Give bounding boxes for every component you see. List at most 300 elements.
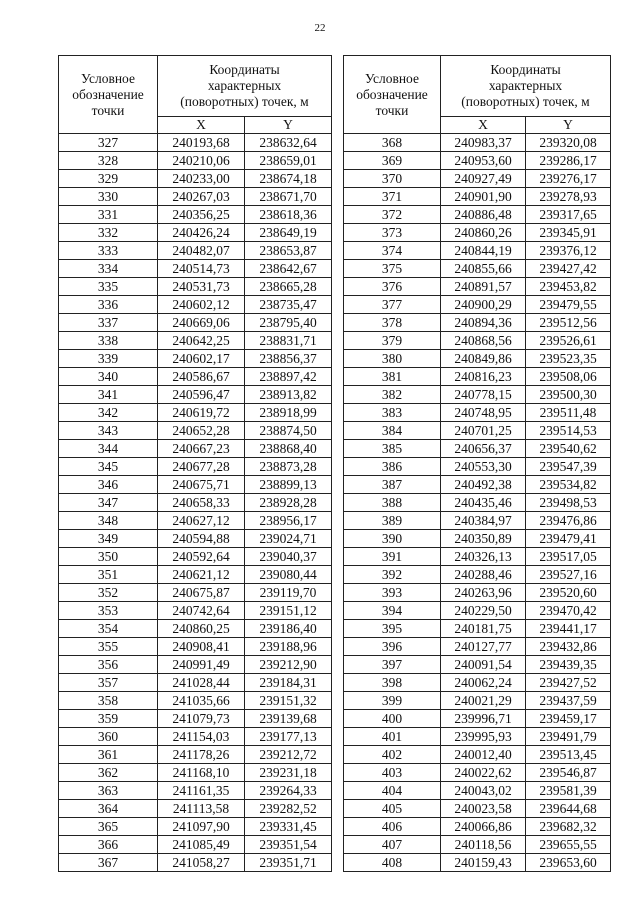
table-row [59, 692, 332, 710]
table-row [59, 314, 332, 332]
point-label-line: обозначение [72, 86, 144, 102]
x-coordinate-cell: 240844,19 [441, 242, 526, 260]
y-coordinate-cell: 239040,37 [245, 548, 332, 566]
y-coordinate-cell: 238897,42 [245, 368, 332, 386]
y-coordinate-cell: 239527,16 [526, 566, 611, 584]
point-id-cell: 348 [59, 512, 158, 530]
y-coordinate-cell: 239540,62 [526, 440, 611, 458]
table-row [59, 476, 332, 494]
x-coordinate-cell: 241097,90 [158, 818, 245, 836]
point-id-cell: 330 [59, 188, 158, 206]
y-coordinate-cell: 239080,44 [245, 566, 332, 584]
y-coordinate-cell: 238618,36 [245, 206, 332, 224]
table-row [344, 854, 611, 872]
point-id-cell: 332 [59, 224, 158, 242]
y-coordinate-cell: 239317,65 [526, 206, 611, 224]
y-coordinate-cell: 239479,55 [526, 296, 611, 314]
table-row [59, 782, 332, 800]
point-id-cell: 399 [344, 692, 441, 710]
y-coordinate-cell: 238873,28 [245, 458, 332, 476]
table-row [344, 404, 611, 422]
x-coordinate-cell: 241178,26 [158, 746, 245, 764]
point-id-cell: 369 [344, 152, 441, 170]
point-id-cell: 358 [59, 692, 158, 710]
x-coordinate-cell: 240514,73 [158, 260, 245, 278]
table-row [59, 728, 332, 746]
point-label-line: точки [91, 102, 125, 118]
table-row [59, 620, 332, 638]
point-id-cell: 361 [59, 746, 158, 764]
table-row [344, 494, 611, 512]
y-coordinate-cell: 239508,06 [526, 368, 611, 386]
y-coordinate-cell: 239212,72 [245, 746, 332, 764]
point-id-cell: 396 [344, 638, 441, 656]
x-coordinate-cell: 240193,68 [158, 134, 245, 152]
x-coordinate-cell: 240326,13 [441, 548, 526, 566]
x-coordinate-cell: 240627,12 [158, 512, 245, 530]
table-row [344, 746, 611, 764]
x-coordinate-cell: 240091,54 [441, 656, 526, 674]
point-id-cell: 365 [59, 818, 158, 836]
y-coordinate-cell: 239276,17 [526, 170, 611, 188]
table-row [344, 764, 611, 782]
y-coordinate-cell: 239534,82 [526, 476, 611, 494]
table-row [344, 710, 611, 728]
x-coordinate-cell: 240677,28 [158, 458, 245, 476]
table-row [59, 188, 332, 206]
x-coordinate-cell: 240602,12 [158, 296, 245, 314]
x-coordinate-cell: 240043,02 [441, 782, 526, 800]
x-coordinate-cell: 241154,03 [158, 728, 245, 746]
table-row [59, 350, 332, 368]
table-row [344, 530, 611, 548]
table-row [344, 440, 611, 458]
table-row [344, 674, 611, 692]
x-coordinate-cell: 240886,48 [441, 206, 526, 224]
x-coordinate-cell: 240210,06 [158, 152, 245, 170]
table-row [59, 152, 332, 170]
coordinates-table-left [58, 55, 332, 872]
x-coordinate-cell: 240356,25 [158, 206, 245, 224]
point-label-line: Условное [81, 70, 135, 86]
x-coordinate-cell: 240701,25 [441, 422, 526, 440]
y-coordinate-cell: 239441,17 [526, 620, 611, 638]
x-coordinate-cell: 240891,57 [441, 278, 526, 296]
x-coordinate-cell: 240023,58 [441, 800, 526, 818]
table-row [59, 512, 332, 530]
x-coordinate-cell: 240927,49 [441, 170, 526, 188]
x-coordinate-cell: 240350,89 [441, 530, 526, 548]
y-column-header: Y [245, 117, 332, 134]
point-id-cell: 352 [59, 584, 158, 602]
x-coordinate-cell: 241161,35 [158, 782, 245, 800]
y-column-header: Y [526, 117, 611, 134]
table-row [59, 134, 332, 152]
point-id-cell: 381 [344, 368, 441, 386]
table-row [344, 584, 611, 602]
table-body-left [59, 134, 332, 872]
x-coordinate-cell: 240263,96 [441, 584, 526, 602]
point-id-cell: 376 [344, 278, 441, 296]
x-coordinate-cell: 240642,25 [158, 332, 245, 350]
y-coordinate-cell: 238649,19 [245, 224, 332, 242]
table-row [344, 602, 611, 620]
table-row [59, 206, 332, 224]
x-coordinate-cell: 240288,46 [441, 566, 526, 584]
page-number: 22 [314, 22, 326, 34]
y-coordinate-cell: 239286,17 [526, 152, 611, 170]
y-coordinate-cell: 239511,48 [526, 404, 611, 422]
x-coordinate-cell: 240675,71 [158, 476, 245, 494]
x-coordinate-cell: 240062,24 [441, 674, 526, 692]
y-coordinate-cell: 239151,12 [245, 602, 332, 620]
y-coordinate-cell: 239439,35 [526, 656, 611, 674]
table-row [59, 746, 332, 764]
y-coordinate-cell: 238795,40 [245, 314, 332, 332]
point-id-cell: 372 [344, 206, 441, 224]
y-coordinate-cell: 239345,91 [526, 224, 611, 242]
y-coordinate-cell: 239184,31 [245, 674, 332, 692]
point-id-cell: 342 [59, 404, 158, 422]
table-row [59, 440, 332, 458]
point-id-cell: 375 [344, 260, 441, 278]
y-coordinate-cell: 238674,18 [245, 170, 332, 188]
table-row [344, 692, 611, 710]
table-row [344, 512, 611, 530]
y-coordinate-cell: 239523,35 [526, 350, 611, 368]
y-coordinate-cell: 239264,33 [245, 782, 332, 800]
coords-label-header [441, 56, 611, 117]
x-coordinate-cell: 240435,46 [441, 494, 526, 512]
table-row [344, 296, 611, 314]
y-coordinate-cell: 238735,47 [245, 296, 332, 314]
x-coordinate-cell: 240894,36 [441, 314, 526, 332]
point-id-cell: 367 [59, 854, 158, 872]
table-row [59, 494, 332, 512]
x-coordinate-cell: 240233,00 [158, 170, 245, 188]
point-id-cell: 335 [59, 278, 158, 296]
table-row [344, 278, 611, 296]
y-coordinate-cell: 238659,01 [245, 152, 332, 170]
table-row [59, 278, 332, 296]
point-id-cell: 327 [59, 134, 158, 152]
x-coordinate-cell: 240492,38 [441, 476, 526, 494]
x-coordinate-cell: 240860,26 [441, 224, 526, 242]
y-coordinate-cell: 239351,71 [245, 854, 332, 872]
x-coordinate-cell: 240658,33 [158, 494, 245, 512]
point-id-cell: 343 [59, 422, 158, 440]
y-coordinate-cell: 238956,17 [245, 512, 332, 530]
y-coordinate-cell: 239459,17 [526, 710, 611, 728]
x-coordinate-cell: 240675,87 [158, 584, 245, 602]
y-coordinate-cell: 239526,61 [526, 332, 611, 350]
coordinates-table-right [343, 55, 611, 872]
y-coordinate-cell: 239186,40 [245, 620, 332, 638]
point-id-cell: 380 [344, 350, 441, 368]
x-coordinate-cell: 240553,30 [441, 458, 526, 476]
y-coordinate-cell: 238671,70 [245, 188, 332, 206]
point-id-cell: 364 [59, 800, 158, 818]
point-id-cell: 344 [59, 440, 158, 458]
point-id-cell: 400 [344, 710, 441, 728]
table-row [344, 566, 611, 584]
x-coordinate-cell: 240127,77 [441, 638, 526, 656]
coords-label-header [158, 56, 332, 117]
point-id-cell: 379 [344, 332, 441, 350]
x-coordinate-cell: 240991,49 [158, 656, 245, 674]
x-coordinate-cell: 240159,43 [441, 854, 526, 872]
point-id-cell: 329 [59, 170, 158, 188]
y-coordinate-cell: 239479,41 [526, 530, 611, 548]
y-coordinate-cell: 239351,54 [245, 836, 332, 854]
point-id-cell: 340 [59, 368, 158, 386]
table-row [344, 170, 611, 188]
y-coordinate-cell: 239513,45 [526, 746, 611, 764]
point-id-cell: 392 [344, 566, 441, 584]
table-row [59, 404, 332, 422]
x-coordinate-cell: 240868,56 [441, 332, 526, 350]
point-id-cell: 384 [344, 422, 441, 440]
x-coordinate-cell: 241035,66 [158, 692, 245, 710]
point-id-cell: 408 [344, 854, 441, 872]
point-label-line: обозначение [356, 86, 428, 102]
y-coordinate-cell: 239151,32 [245, 692, 332, 710]
table-row [344, 224, 611, 242]
table-row [344, 800, 611, 818]
point-id-cell: 356 [59, 656, 158, 674]
x-coordinate-cell: 240229,50 [441, 602, 526, 620]
table-row [344, 188, 611, 206]
y-coordinate-cell: 239427,52 [526, 674, 611, 692]
y-coordinate-cell: 239644,68 [526, 800, 611, 818]
x-coordinate-cell: 240900,29 [441, 296, 526, 314]
y-coordinate-cell: 239376,12 [526, 242, 611, 260]
table-row [344, 134, 611, 152]
y-coordinate-cell: 239119,70 [245, 584, 332, 602]
table-row [59, 602, 332, 620]
y-coordinate-cell: 239139,68 [245, 710, 332, 728]
point-id-cell: 366 [59, 836, 158, 854]
y-coordinate-cell: 238831,71 [245, 332, 332, 350]
y-coordinate-cell: 239212,90 [245, 656, 332, 674]
table-row [59, 674, 332, 692]
x-coordinate-cell: 240667,23 [158, 440, 245, 458]
y-coordinate-cell: 239453,82 [526, 278, 611, 296]
x-coordinate-cell: 240012,40 [441, 746, 526, 764]
y-coordinate-cell: 239653,60 [526, 854, 611, 872]
point-id-cell: 334 [59, 260, 158, 278]
y-coordinate-cell: 238632,64 [245, 134, 332, 152]
table-row [59, 458, 332, 476]
x-coordinate-cell: 240849,86 [441, 350, 526, 368]
table-row [344, 836, 611, 854]
y-coordinate-cell: 239498,53 [526, 494, 611, 512]
x-column-header: X [441, 117, 526, 134]
point-id-cell: 339 [59, 350, 158, 368]
table-row [344, 638, 611, 656]
point-id-cell: 368 [344, 134, 441, 152]
point-id-cell: 393 [344, 584, 441, 602]
point-id-cell: 371 [344, 188, 441, 206]
table-row [59, 710, 332, 728]
point-id-cell: 362 [59, 764, 158, 782]
x-coordinate-cell: 240619,72 [158, 404, 245, 422]
point-label-header [59, 56, 158, 134]
point-id-cell: 405 [344, 800, 441, 818]
x-coordinate-cell: 240669,06 [158, 314, 245, 332]
x-coordinate-cell: 240602,17 [158, 350, 245, 368]
x-coordinate-cell: 241168,10 [158, 764, 245, 782]
coords-label-line: характерных [207, 78, 282, 93]
point-id-cell: 406 [344, 818, 441, 836]
point-id-cell: 349 [59, 530, 158, 548]
x-coordinate-cell: 240384,97 [441, 512, 526, 530]
table-row [59, 566, 332, 584]
y-coordinate-cell: 239024,71 [245, 530, 332, 548]
x-coordinate-cell: 241085,49 [158, 836, 245, 854]
table-row [59, 224, 332, 242]
x-coordinate-cell: 240426,24 [158, 224, 245, 242]
y-coordinate-cell: 238918,99 [245, 404, 332, 422]
table-body-right [344, 134, 611, 872]
table-row [344, 548, 611, 566]
x-coordinate-cell: 240267,03 [158, 188, 245, 206]
x-coordinate-cell: 241079,73 [158, 710, 245, 728]
point-id-cell: 387 [344, 476, 441, 494]
table-row [59, 332, 332, 350]
table-row [344, 386, 611, 404]
point-id-cell: 336 [59, 296, 158, 314]
x-coordinate-cell: 240953,60 [441, 152, 526, 170]
x-coordinate-cell: 240594,88 [158, 530, 245, 548]
point-id-cell: 391 [344, 548, 441, 566]
y-coordinate-cell: 239546,87 [526, 764, 611, 782]
table-row [344, 368, 611, 386]
y-coordinate-cell: 239177,13 [245, 728, 332, 746]
table-row [59, 800, 332, 818]
point-id-cell: 388 [344, 494, 441, 512]
y-coordinate-cell: 239427,42 [526, 260, 611, 278]
point-id-cell: 401 [344, 728, 441, 746]
point-id-cell: 346 [59, 476, 158, 494]
point-id-cell: 382 [344, 386, 441, 404]
table-row [59, 638, 332, 656]
point-id-cell: 350 [59, 548, 158, 566]
point-id-cell: 377 [344, 296, 441, 314]
x-coordinate-cell: 240118,56 [441, 836, 526, 854]
y-coordinate-cell: 239437,59 [526, 692, 611, 710]
table-row [344, 242, 611, 260]
table-row [59, 368, 332, 386]
point-id-cell: 395 [344, 620, 441, 638]
point-id-cell: 357 [59, 674, 158, 692]
x-coordinate-cell: 239995,93 [441, 728, 526, 746]
table-row [344, 458, 611, 476]
x-coordinate-cell: 240901,90 [441, 188, 526, 206]
point-id-cell: 353 [59, 602, 158, 620]
y-coordinate-cell: 239278,93 [526, 188, 611, 206]
x-coordinate-cell: 240592,64 [158, 548, 245, 566]
point-id-cell: 402 [344, 746, 441, 764]
table-row [344, 314, 611, 332]
x-coordinate-cell: 240482,07 [158, 242, 245, 260]
y-coordinate-cell: 239188,96 [245, 638, 332, 656]
table-row [59, 260, 332, 278]
y-coordinate-cell: 239514,53 [526, 422, 611, 440]
point-id-cell: 386 [344, 458, 441, 476]
x-coordinate-cell: 240181,75 [441, 620, 526, 638]
x-coordinate-cell: 240596,47 [158, 386, 245, 404]
x-coordinate-cell: 240586,67 [158, 368, 245, 386]
point-id-cell: 407 [344, 836, 441, 854]
point-id-cell: 360 [59, 728, 158, 746]
y-coordinate-cell: 239491,79 [526, 728, 611, 746]
x-coordinate-cell: 240621,12 [158, 566, 245, 584]
point-id-cell: 403 [344, 764, 441, 782]
x-coordinate-cell: 240021,29 [441, 692, 526, 710]
x-coordinate-cell: 240652,28 [158, 422, 245, 440]
point-id-cell: 341 [59, 386, 158, 404]
table-row [59, 530, 332, 548]
point-id-cell: 370 [344, 170, 441, 188]
x-coordinate-cell: 240748,95 [441, 404, 526, 422]
table-row [344, 728, 611, 746]
x-column-header: X [158, 117, 245, 134]
point-id-cell: 359 [59, 710, 158, 728]
table-row [59, 656, 332, 674]
point-label-line: Условное [365, 70, 419, 86]
y-coordinate-cell: 239476,86 [526, 512, 611, 530]
point-id-cell: 404 [344, 782, 441, 800]
y-coordinate-cell: 239512,56 [526, 314, 611, 332]
table-row [344, 422, 611, 440]
point-id-cell: 373 [344, 224, 441, 242]
table-row [344, 656, 611, 674]
y-coordinate-cell: 239547,39 [526, 458, 611, 476]
point-id-cell: 394 [344, 602, 441, 620]
y-coordinate-cell: 239470,42 [526, 602, 611, 620]
table-row [59, 548, 332, 566]
point-id-cell: 347 [59, 494, 158, 512]
x-coordinate-cell: 240778,15 [441, 386, 526, 404]
y-coordinate-cell: 239331,45 [245, 818, 332, 836]
table-row [59, 422, 332, 440]
point-id-cell: 328 [59, 152, 158, 170]
table-row [344, 476, 611, 494]
y-coordinate-cell: 239320,08 [526, 134, 611, 152]
point-id-cell: 398 [344, 674, 441, 692]
x-coordinate-cell: 239996,71 [441, 710, 526, 728]
table-row [59, 584, 332, 602]
x-coordinate-cell: 240816,23 [441, 368, 526, 386]
y-coordinate-cell: 239432,86 [526, 638, 611, 656]
table-row [59, 386, 332, 404]
y-coordinate-cell: 238899,13 [245, 476, 332, 494]
coords-label-line: (поворотных) точек, м [461, 94, 590, 109]
point-id-cell: 389 [344, 512, 441, 530]
x-coordinate-cell: 240742,64 [158, 602, 245, 620]
point-id-cell: 374 [344, 242, 441, 260]
x-coordinate-cell: 240656,37 [441, 440, 526, 458]
table-row [344, 782, 611, 800]
point-id-cell: 331 [59, 206, 158, 224]
point-id-cell: 351 [59, 566, 158, 584]
y-coordinate-cell: 239231,18 [245, 764, 332, 782]
x-coordinate-cell: 240855,66 [441, 260, 526, 278]
x-coordinate-cell: 240531,73 [158, 278, 245, 296]
y-coordinate-cell: 238856,37 [245, 350, 332, 368]
y-coordinate-cell: 238642,67 [245, 260, 332, 278]
